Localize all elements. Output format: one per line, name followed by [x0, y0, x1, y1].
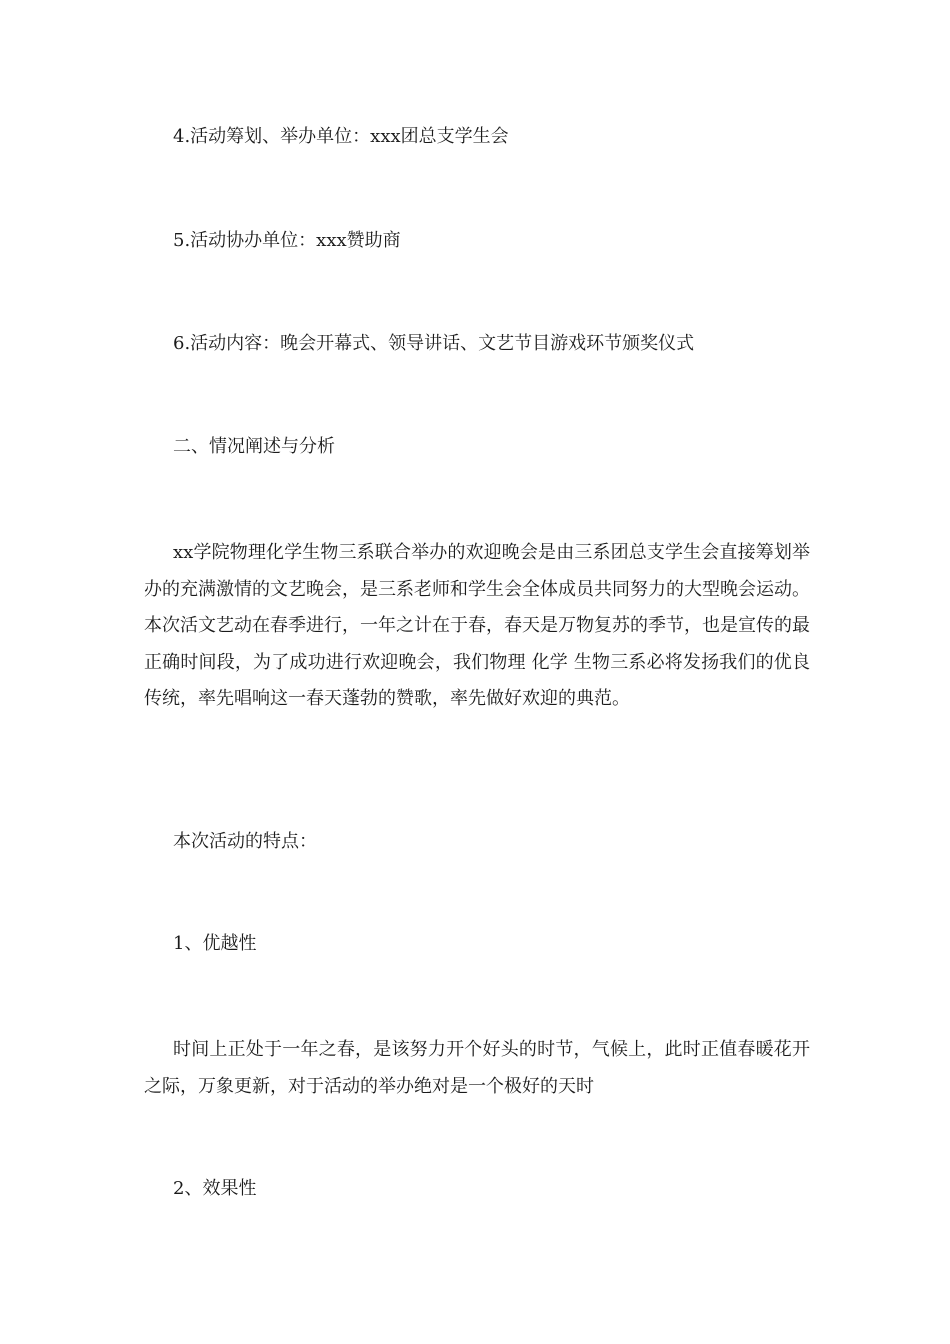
feature-1-paragraph: 时间上正处于一年之春，是该努力开个好头的时节，气候上，此时正值春暖花开之际，万象更新，对于活动的举办绝对是一个极好的天时 — [144, 1039, 810, 1097]
section-2-heading: 二、情况阐述与分析 — [173, 436, 335, 457]
analysis-paragraph: xx学院物理化学生物三系联合举办的欢迎晚会是由三系团总支学生会直接筹划举办的充满激情的文艺晚会，是三系老师和学生会全体成员共同努力的大型晚会运动。本次活文艺动在春季进行，一年之计在于春，春天是万物复苏的季节，也是宣传的最正确时间段，为了成功进行欢迎晚会，我们物理 化学 生物三系必将发扬我们的优良传统，率先唱响这一春天蓬勃的赞歌，率先做好欢迎的典范。 — [144, 542, 810, 709]
item-6-content: 6.活动内容：晚会开幕式、领导讲话、文艺节目游戏环节颁奖仪式 — [173, 333, 695, 354]
feature-1-heading: 1、优越性 — [173, 933, 257, 954]
feature-2-heading: 2、效果性 — [173, 1178, 257, 1199]
item-5-co-organizer: 5.活动协办单位：xxx赞助商 — [173, 230, 401, 251]
features-heading: 本次活动的特点： — [173, 831, 317, 852]
item-4-organizer: 4.活动筹划、举办单位：xxx团总支学生会 — [173, 126, 509, 147]
